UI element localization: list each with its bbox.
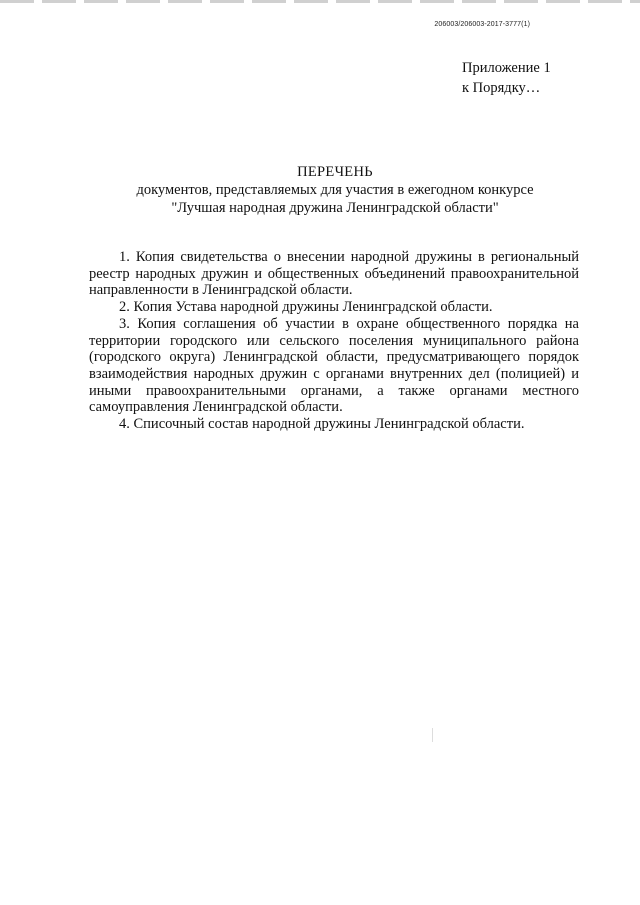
appendix-line-2: к Порядку…	[462, 80, 541, 96]
list-item: 2. Копия Устава народной дружины Ленинградской области.	[119, 299, 493, 316]
scan-edge	[0, 0, 640, 3]
title-line-1: документов, представляемых для участия в ежегодном конкурсе	[136, 182, 534, 198]
document-title	[80, 163, 590, 217]
document-list	[89, 249, 579, 433]
title-line-2: "Лучшая народная дружина Ленинградской области"	[171, 200, 499, 216]
list-item: 1. Копия свидетельства о внесении народной дружины в региональный реестр народных дружин и общественных объединений правоохранительной направленности в Ленинградской области.	[89, 249, 579, 299]
document-number: 206003/206003-2017-3777(1)	[434, 21, 530, 28]
appendix-reference	[462, 58, 551, 98]
title-heading: ПЕРЕЧЕНЬ	[297, 164, 373, 180]
list-item: 3. Копия соглашения об участии в охране общественного порядка на территории городского или сельского поселения муниципального района (городского округа) Ленинградской области, предусматривающего порядок взаимодействия народных дружин с органами внутренних дел (полицией) и иными правоохранительными органами, а также органами местного самоуправления Ленинградской области.	[89, 315, 579, 416]
list-item: 4. Списочный состав народной дружины Ленинградской области.	[119, 416, 525, 433]
scan-artifact	[432, 728, 433, 742]
appendix-line-1: Приложение 1	[462, 60, 551, 76]
